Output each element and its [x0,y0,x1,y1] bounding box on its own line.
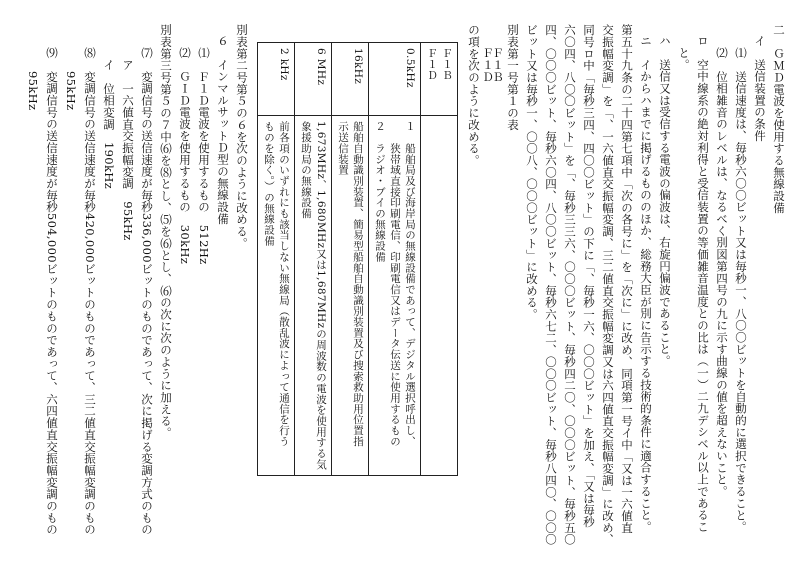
body-line: 交振幅変調」を「、一六値直交振幅変調、三二値直交振幅変調又は六四値直交振幅変調」に改め、 [601,24,615,546]
body-line: 第五十九条の二十四第七項中「次の各号に」を「次に」に改め、同項第一号イ中「又は一六値直 [620,24,634,534]
body-line: と。 [677,47,691,71]
tolerance-cell: 2 kHz [258,43,295,116]
emission-code-cell: Ｆ１Ｂ Ｆ１Ｄ [421,43,458,116]
tolerance-cell: 16kHz [332,43,369,116]
header-spacer-cell [421,116,458,476]
tolerance-cell: 6 MHz [295,43,332,116]
after-line: ６ インマルサットＤ型の無線設備 [216,35,230,225]
tolerance-cell: 0.5kHz [369,43,421,116]
after-line: 別表第二号第５の６を次のように改める。 [235,24,249,250]
after-line: ⑴ Ｆ１Ｄ電波を使用するもの 512Hz [197,47,211,265]
table-reference-tail: の項を次のように改める。 [467,24,481,167]
body-line: イ 送信装置の条件 [753,35,767,142]
table-row [295,43,332,476]
equipment-cell: 1,673MHz、1,680MHz又は1,687MHzの周波数の電波を使用する気 象援助局の無線設備 [295,116,332,476]
section-heading: 二 ＧＭＤ電波を使用する無線設備 [772,24,786,214]
table-row [369,43,421,476]
body-line: 同号ロ中「毎秒三四、四〇〇ビット」の下に「、毎秒一六、〇〇〇ビット」を加え、「又は毎秒 [582,24,596,528]
after-line: ⑼ 変調信号の送信速度が毎秒504,000ビットのものであって、六四値直交振幅変調のもの [45,47,59,536]
after-line: ア 一六値直交振幅変調 95kHz [121,59,135,241]
after-line: ⑻ 変調信号の送信速度が毎秒420,000ビットのものであって、三二値直交振幅変調のもの [83,47,97,536]
emission-code: Ｆ１Ｄ [481,47,495,83]
after-line: ⑺ 変調信号の送信速度が毎秒336,000ビットのものであって、次に掲げる変調方式のもの [140,47,154,536]
emission-table [257,42,458,476]
after-line: ⑵ ＧＩＤ電波を使用するもの 30kHz [178,47,192,265]
body-line: ビット又は毎秒一、〇〇八、〇〇〇ビット」に改める。 [525,24,539,321]
equipment-cell: 船舶自動識別装置、簡易型船舶自動識別装置及び捜索救助用位置指 示送信装置 [332,116,369,476]
body-line: 六〇四、八〇〇ビット」を「、毎秒三三六、〇〇〇ビット、毎秒四二〇、〇〇〇ビット、毎秒五〇 [563,24,577,546]
after-line: 95kHz [26,71,40,111]
table-reference-codes [483,24,503,565]
after-line: イ 位相変調 190kHz [102,59,116,190]
after-line: 別表第三号第５の７中⑹を⑻とし、⑸を⑹とし、⑹の次に次のように加える。 [159,24,173,439]
table-row [332,43,369,476]
table-row [258,43,295,476]
emission-table-wrapper [257,24,458,565]
after-line: 95kHz [64,71,78,111]
body-line: ⑵ 位相雑音のレベルは、なるべく別図第四号の九に示す曲線の値を超えないこと。 [715,47,729,498]
body-line: ロ 空中線系の絶対利得と受信装置の等価雑音温度との比は（一）二九デシベル以上であるこ [696,35,710,533]
table-reference [503,24,522,565]
body-line: ハ 送信又は受信する電波の偏波は、右旋円偏波であること。 [658,35,672,367]
body-line: 四、〇〇〇ビット、毎秒六〇四、八〇〇ビット、毎秒六七二、〇〇〇ビット、毎秒八四〇、〇〇〇 [544,24,558,546]
table-reference-lead: 別表第一号第１の表 [506,24,520,131]
equipment-cell: １ 船舶局及び海岸局の無線設備であって、デジタル選択呼出し、 狭帯域直接印刷電信、印刷電信又はデータ伝送に使用するもの ２ ラジオ・ブイの無線設備 [369,116,421,476]
body-line: ⑴ 送信速度は、毎秒六〇〇ビット又は毎秒一、八〇〇ビットを自動的に選択できること。 [734,47,748,533]
emission-code: Ｆ１Ｂ [491,47,505,83]
equipment-cell: 前各項のいずれにも該当しない無線局（散乱波によって通信を行う ものを除く。）の無線設備 [258,116,295,476]
body-line: ニ イからハまでに掲げるもののほか、総務大臣が別に告示する技術的条件に適合すること。 [639,35,653,533]
